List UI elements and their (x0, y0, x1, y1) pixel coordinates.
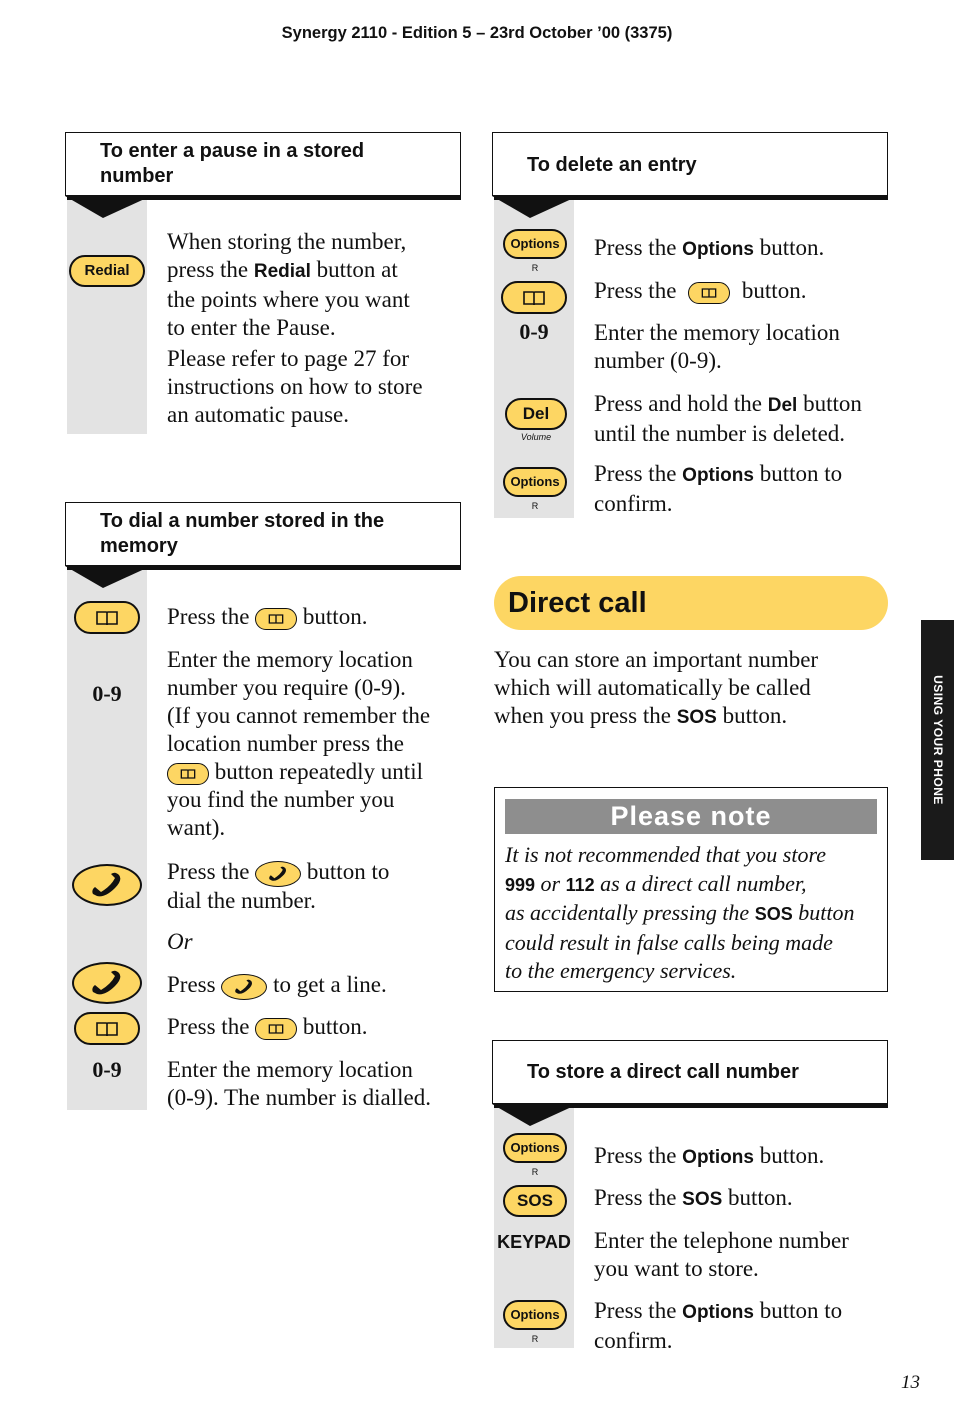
options-button-icon: Options (503, 1133, 567, 1163)
store-step-1: Press the Options button. (594, 1143, 825, 1168)
store-section-title: To store a direct call number (492, 1040, 888, 1104)
store-header-tail (490, 1104, 580, 1130)
talk-button-icon (72, 962, 142, 1004)
talk-icon (221, 974, 267, 1000)
dial-step-4: Press to get a line. (167, 971, 467, 1000)
delete-step-1: Press the Options button. (594, 235, 825, 260)
del-button-icon: Del (505, 398, 567, 430)
please-note-title: Please note (505, 799, 877, 834)
dial-step-1: Press the button. (167, 604, 368, 629)
options-button-icon: Options (503, 467, 567, 497)
delete-step-2: Press the button. (594, 278, 807, 303)
dial-or: Or (167, 929, 193, 954)
please-note-text: It is not recommended that you store 999 or 112 as a direct call number, as accidentally pressing the SOS button could result in false calls being made to the emergency services. (505, 842, 855, 983)
phonebook-icon (688, 282, 730, 304)
keys-0-9-label: 0-9 (519, 319, 549, 344)
delete-step-3: Enter the memory location number (0-9). (594, 320, 840, 373)
options-button-icon: Options (503, 1300, 567, 1330)
delete-step-5: Press the Options button to confirm. (594, 461, 843, 516)
store-step-3: Enter the telephone number you want to store. (594, 1228, 849, 1281)
phonebook-icon (167, 763, 209, 785)
keypad-label: KEYPAD (497, 1232, 571, 1252)
talk-icon (255, 861, 301, 887)
pause-header-tail (63, 196, 153, 222)
store-step-2: Press the SOS button. (594, 1185, 793, 1210)
phonebook-button-icon (501, 281, 567, 314)
pause-section-title: To enter a pause in a stored number (65, 132, 461, 196)
options-button-icon: Options (503, 229, 567, 259)
dial-step-3: Press the button to dial the number. (167, 859, 390, 913)
talk-button-icon (72, 864, 142, 906)
phonebook-button-icon (74, 1012, 140, 1045)
phonebook-icon (255, 608, 297, 630)
page-number: 13 (901, 1372, 920, 1393)
delete-section-title: To delete an entry (492, 132, 888, 196)
side-tab: USING YOUR PHONE (921, 620, 954, 860)
page-header: Synergy 2110 - Edition 5 – 23rd October ’00 (3375) (281, 24, 673, 42)
delete-step-4: Press and hold the Del button until the number is deleted. (594, 391, 862, 446)
delete-header-tail (490, 196, 580, 222)
dial-header-tail (63, 566, 153, 592)
phonebook-button-icon (74, 601, 140, 634)
keys-0-9-label: 0-9 (92, 1057, 122, 1082)
dial-section-title: To dial a number stored in the memory (65, 502, 461, 566)
direct-call-heading: Direct call (494, 576, 888, 630)
store-step-4: Press the Options button to confirm. (594, 1298, 843, 1353)
phonebook-icon (255, 1018, 297, 1040)
dial-step-5: Press the button. (167, 1014, 368, 1039)
redial-button-icon: Redial (69, 255, 145, 287)
pause-button-column (67, 196, 147, 434)
direct-call-intro: You can store an important number which will automatically be called when you press the SOS button. (494, 647, 819, 728)
sos-button-icon: SOS (503, 1185, 567, 1217)
keys-0-9-label: 0-9 (92, 681, 122, 706)
dial-step-2: Enter the memory location number you require (0-9). (If you cannot remember the location number press the button repeatedly until you find the number you want). (167, 647, 431, 840)
pause-instructions: When storing the number, press the Redial button at the points where you want to enter the Pause. Please refer to page 27 for instructions on how to store an automatic pause. (167, 229, 423, 427)
dial-step-6: Enter the memory location (0-9). The number is dialled. (167, 1057, 432, 1110)
